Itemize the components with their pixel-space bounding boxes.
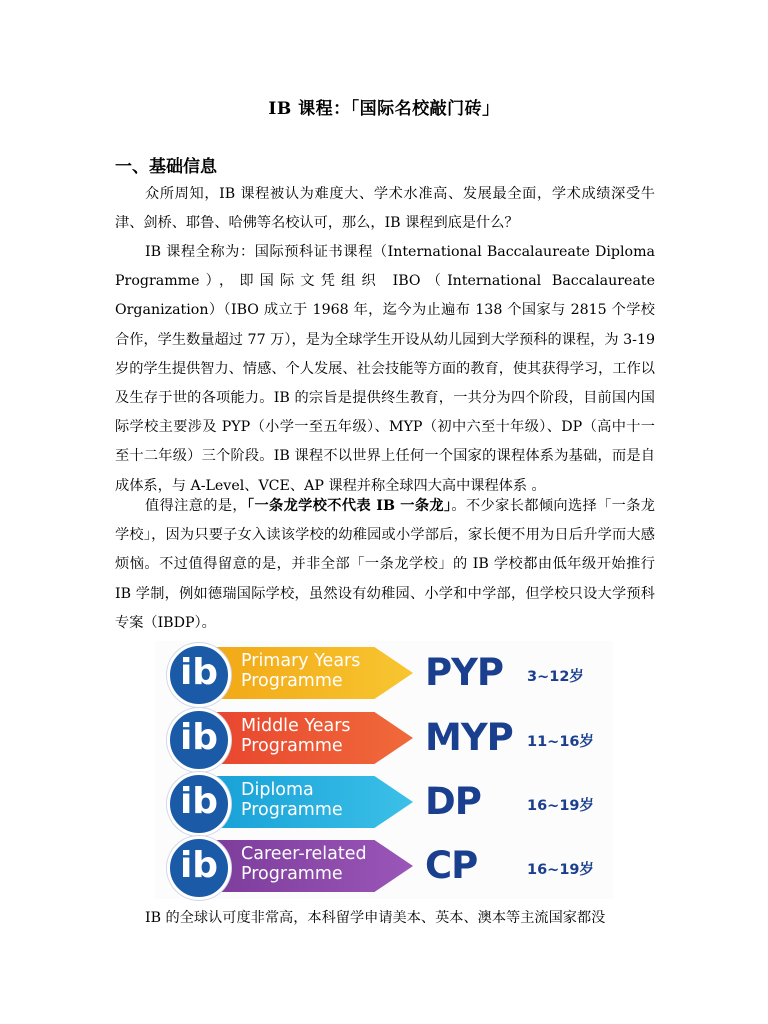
paragraph-intro: 众所周知，IB 课程被认为难度大、学术水准高、发展最全面，学术成绩深受牛津、剑桥、耶鲁、哈佛等名校认可，那么，IB 课程到底是什么？ bbox=[115, 186, 655, 232]
programme-age-range: 11~16岁 bbox=[527, 734, 595, 750]
note-intro: 值得注意的是， bbox=[145, 498, 247, 514]
note-emphasis: 「一条龙学校不代表 IB 一条龙」 bbox=[246, 498, 452, 514]
programme-name: Diploma Programme bbox=[241, 780, 343, 820]
programme-name: Primary Years Programme bbox=[241, 651, 361, 691]
programme-age-range: 16~19岁 bbox=[527, 798, 595, 814]
programme-row-dp bbox=[155, 772, 613, 832]
note-rest: 。不少家长都倾向选择「一条龙学校」，因为只要子女入读该学校的幼稚园或小学部后，家长便不用为日后升学而大感烦恼。不过值得留意的是，并非全部「一条龙学校」的 IB 学校都由低年级开始推行 IB 学制，例如德瑞国际学校，虽然设有幼稚园、小学和中学部，但学校只设大学预科专案（IBDP）。 bbox=[115, 498, 655, 631]
section-heading: 一、基础信息 bbox=[115, 157, 217, 177]
programme-name: Middle Years Programme bbox=[241, 716, 351, 756]
ib-logo-icon: ib bbox=[167, 643, 231, 707]
programme-age-range: 3~12岁 bbox=[527, 669, 584, 685]
programme-name: Career-related Programme bbox=[241, 844, 367, 884]
programme-age-range: 16~19岁 bbox=[527, 862, 595, 878]
ib-logo-icon: ib bbox=[167, 708, 231, 772]
paragraph-note bbox=[115, 492, 655, 638]
paragraph-recognition: IB 的全球认可度非常高，本科留学申请美本、英本、澳本等主流国家都没 bbox=[145, 910, 606, 926]
programme-row-pyp bbox=[155, 643, 613, 703]
programme-code: CP bbox=[425, 844, 478, 887]
programme-row-cp bbox=[155, 836, 613, 896]
programme-code: DP bbox=[425, 780, 481, 823]
document-title: IB 课程：「国际名校敲门砖」 bbox=[268, 99, 500, 119]
ib-logo-icon: ib bbox=[167, 836, 231, 900]
programme-code: MYP bbox=[425, 716, 513, 759]
ib-programmes-figure bbox=[155, 641, 613, 899]
programme-row-myp bbox=[155, 708, 613, 768]
paragraph-definition: IB 课程全称为：国际预科证书课程（International Baccalaureate Diploma Programme），即国际文凭组织 IBO（International Baccalaureate Organization）（IBO 成立于 1968 年，迄今为止遍布 138 个国家与 2815 个学校合作，学生数量超过 77 万），是为全球学生开设从幼儿园到大学预科的课程，为 3-19 岁的学生提供智力、情感、个人发展、社会技能等方面的教育，使其获得学习，工作以及生存于世的各项能力。IB 的宗旨是提供终生教育，一共分为四个阶段，目前国内国际学校主要涉及 PYP（小学一至五年级）、MYP（初中六至十年级）、DP（高中十一至十二年级）三个阶段。IB 课程不以世界上任何一个国家的课程体系为基础，而是自成体系，与 A-Level、VCE、AP 课程并称全球四大高中课程体系 。 bbox=[115, 244, 655, 494]
ib-logo-icon: ib bbox=[167, 772, 231, 836]
programme-code: PYP bbox=[425, 651, 504, 694]
